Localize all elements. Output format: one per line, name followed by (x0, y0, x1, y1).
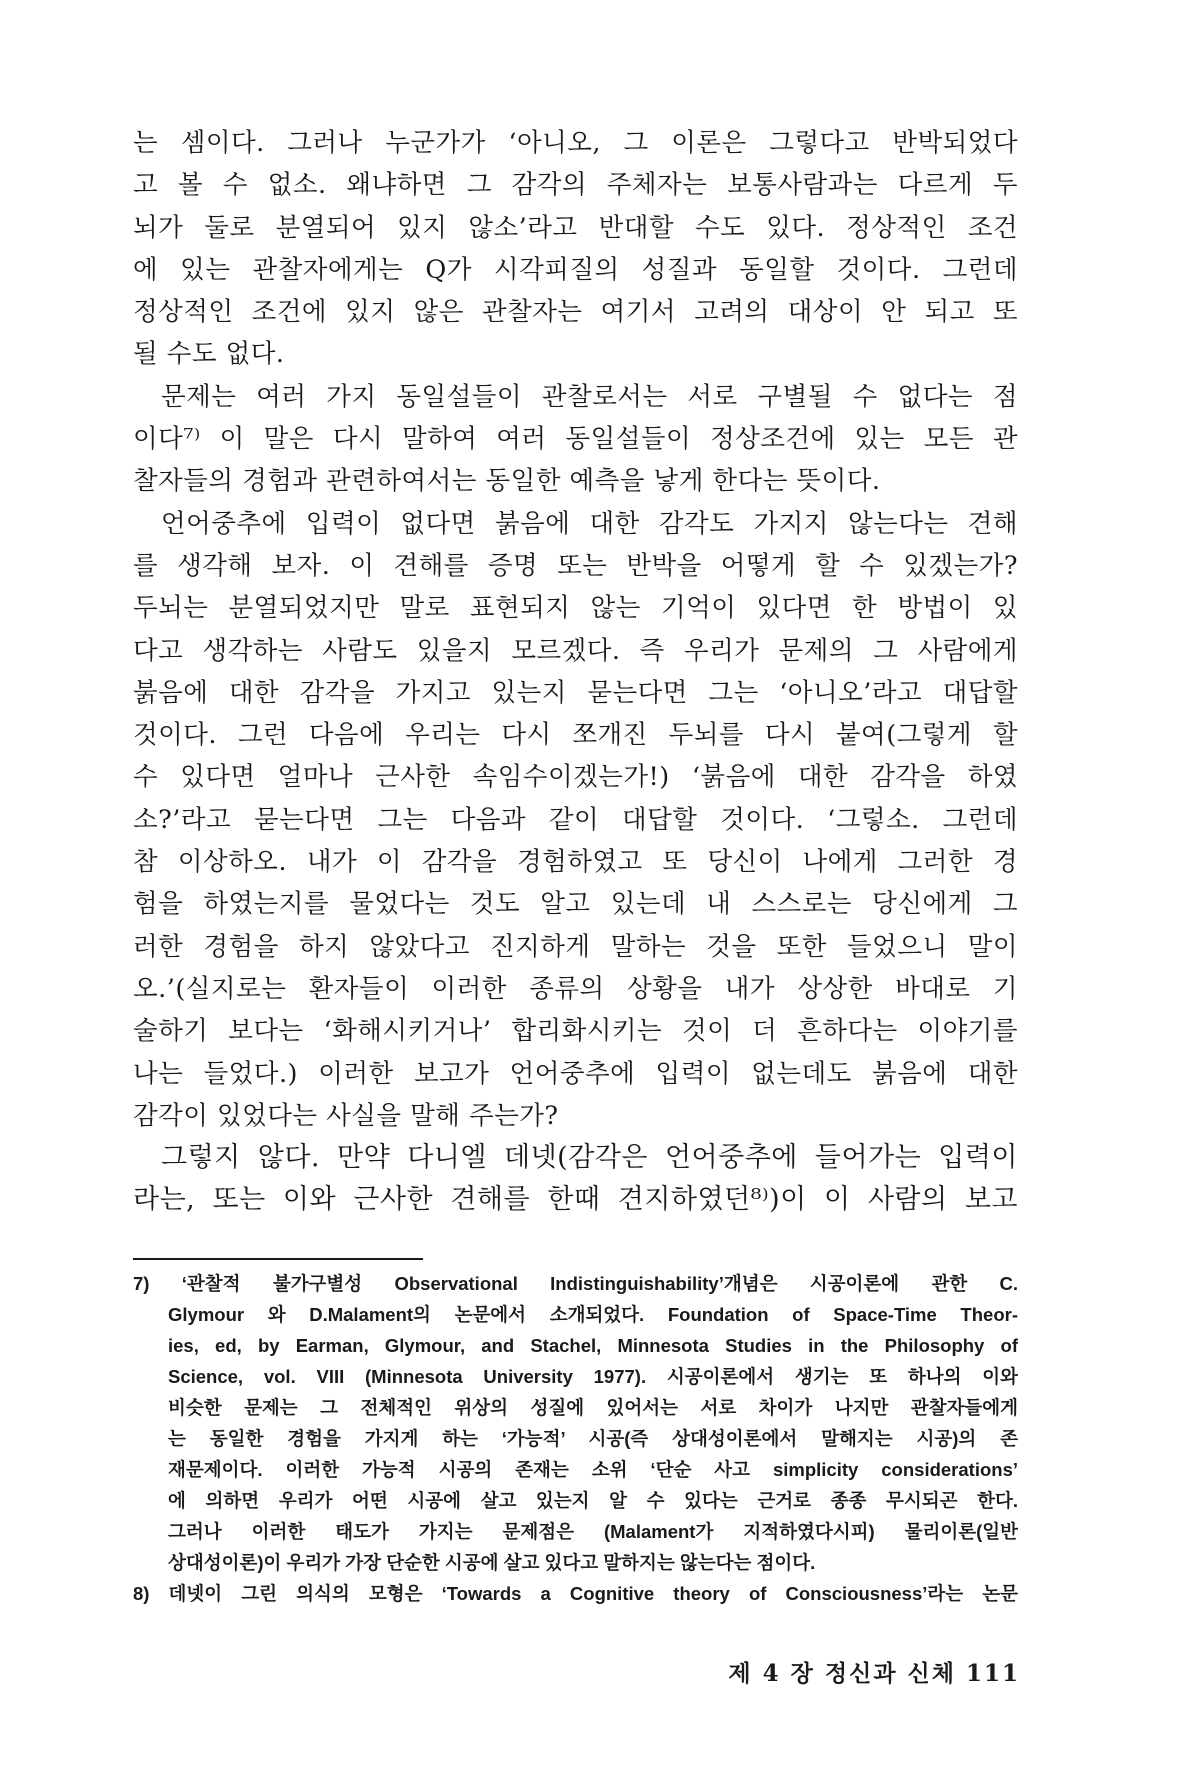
footnote-line: Science, vol. VIII (Minnesota University 1977). 시공이론에서 생기는 또 하나의 이와 (168, 1366, 1018, 1387)
body-line: 찰자들의 경험과 관련하여서는 동일한 예측을 낳게 한다는 뜻이다. (133, 466, 881, 497)
body-line: 될 수도 없다. (133, 339, 285, 370)
footnote-line: 는 동일한 경험을 가지게 하는 ‘가능적’ 시공(즉 상대성이론에서 말해지는 시공)의 존 (168, 1428, 1018, 1449)
body-line: 두뇌는 분열되었지만 말로 표현되지 않는 기억이 있다면 한 방법이 있 (133, 593, 1018, 624)
footnote-rule (133, 1258, 423, 1260)
footnote-line: 그러나 이러한 태도가 가지는 문제점은 (Malament가 지적하였다시피) 물리이론(일반 (168, 1521, 1018, 1542)
body-line: 를 생각해 보자. 이 견해를 증명 또는 반박을 어떻게 할 수 있겠는가? (133, 550, 1018, 581)
body-line: 험을 하였는지를 물었다는 것도 알고 있는데 내 스스로는 당신에게 그 (133, 889, 1018, 920)
footnote-line: 상대성이론)이 우리가 가장 단순한 시공에 살고 있다고 말하지는 않는다는 점이다. (168, 1552, 816, 1573)
body-line: 에 있는 관찰자에게는 Q가 시각피질의 성질과 동일할 것이다. 그런데 (133, 254, 1018, 285)
body-text (133, 122, 1018, 1222)
footnote-line: 재문제이다. 이러한 가능적 시공의 존재는 소위 ‘단순 사고 simplicity considerations’ (168, 1459, 1018, 1480)
footnote-line: 비슷한 문제는 그 전체적인 위상의 성질에 있어서는 서로 차이가 나지만 관찰자들에게 (168, 1397, 1018, 1418)
body-line: 정상적인 조건에 있지 않은 관찰자는 여기서 고려의 대상이 안 되고 또 (133, 297, 1018, 328)
body-line: 감각이 있었다는 사실을 말해 주는가? (133, 1100, 559, 1131)
body-line: 다고 생각하는 사람도 있을지 모르겠다. 즉 우리가 문제의 그 사람에게 (133, 635, 1018, 666)
footnotes (133, 1268, 1018, 1609)
body-line: 수 있다면 얼마나 근사한 속임수이겠는가!) ‘붉음에 대한 감각을 하였 (133, 762, 1018, 793)
body-line: 뇌가 둘로 분열되어 있지 않소’라고 반대할 수도 있다. 정상적인 조건 (133, 212, 1018, 243)
body-line: 소?’라고 묻는다면 그는 다음과 같이 대답할 것이다. ‘그렇소. 그런데 (133, 804, 1018, 835)
body-line: 것이다. 그런 다음에 우리는 다시 쪼개진 두뇌를 다시 붙여(그렇게 할 (133, 720, 1018, 751)
body-line: 언어중추에 입력이 없다면 붉음에 대한 감각도 가지지 않는다는 견해 (161, 508, 1018, 539)
body-line: 술하기 보다는 ‘화해시키거나’ 합리화시키는 것이 더 흔하다는 이야기를 (133, 1016, 1018, 1047)
footnote-line: 에 의하면 우리가 어떤 시공에 살고 있는지 알 수 있다는 근거로 종종 무시되곤 한다. (168, 1490, 1018, 1511)
footnote-line: ies, ed, by Earman, Glymour, and Stachel, Minnesota Studies in the Philosophy of (168, 1335, 1018, 1356)
body-line: 나는 들었다.) 이러한 보고가 언어중추에 입력이 없는데도 붉음에 대한 (133, 1058, 1018, 1089)
body-line: 참 이상하오. 내가 이 감각을 경험하였고 또 당신이 나에게 그러한 경 (133, 847, 1018, 878)
body-line: 오.’(실지로는 환자들이 이러한 종류의 상황을 내가 상상한 바대로 기 (133, 973, 1018, 1004)
body-line: 라는, 또는 이와 근사한 견해를 한때 견지하였던⁸⁾)이 이 사람의 보고 (133, 1184, 1018, 1216)
body-line: 이다⁷⁾ 이 말은 다시 말하여 여러 동일설들이 정상조건에 있는 모든 관 (133, 424, 1018, 455)
running-footer: 제 4 장 정신과 신체 111 (728, 1660, 1020, 1687)
body-line: 는 셈이다. 그러나 누군가가 ‘아니오, 그 이론은 그렇다고 반박되었다 (133, 128, 1018, 158)
footnote-line: 7) ‘관찰적 불가구별성 Observational Indistinguishability’개념은 시공이론에 관한 C. (133, 1273, 1018, 1294)
body-line: 그렇지 않다. 만약 다니엘 데넷(감각은 언어중추에 들어가는 입력이 (161, 1142, 1018, 1174)
footnote-line: Glymour 와 D.Malament의 논문에서 소개되었다. Foundation of Space-Time Theor- (168, 1304, 1018, 1325)
footnote-line: 8) 데넷이 그린 의식의 모형은 ‘Towards a Cognitive theory of Consciousness’라는 논문 (133, 1583, 1018, 1604)
body-line: 문제는 여러 가지 동일설들이 관찰로서는 서로 구별될 수 없다는 점 (161, 381, 1018, 412)
body-line: 고 볼 수 없소. 왜냐하면 그 감각의 주체자는 보통사람과는 다르게 두 (133, 170, 1018, 201)
body-line: 붉음에 대한 감각을 가지고 있는지 묻는다면 그는 ‘아니오’라고 대답할 (133, 677, 1018, 708)
body-line: 러한 경험을 하지 않았다고 진지하게 말하는 것을 또한 들었으니 말이 (133, 931, 1018, 962)
